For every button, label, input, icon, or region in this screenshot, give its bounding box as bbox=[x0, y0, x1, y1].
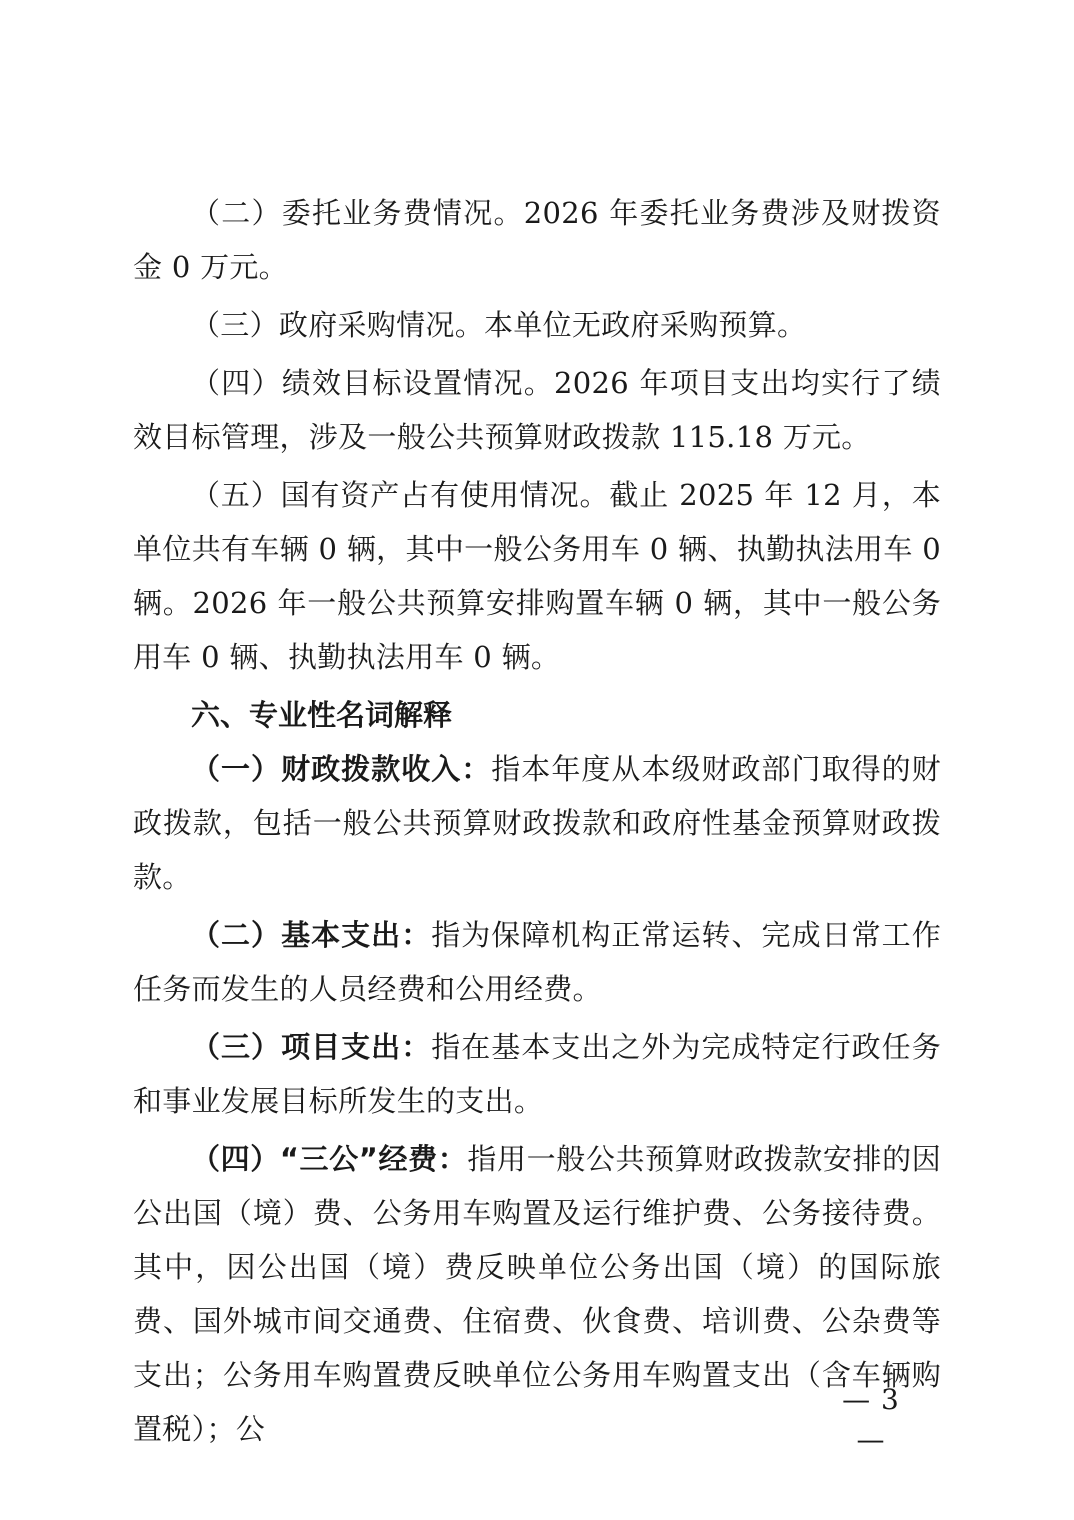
paragraph-state-assets bbox=[133, 468, 941, 684]
paragraph-text: 2026 年项目支出均实行了绩效目标管理，涉及一般公共预算财政拨款 115.18 万元。 bbox=[133, 366, 941, 454]
paragraph-government-procurement bbox=[133, 298, 941, 352]
definition-project-expenditure bbox=[133, 1020, 941, 1128]
definition-basic-expenditure bbox=[133, 908, 941, 1016]
definition-text: 指为保障机构正常运转、完成日常工作任务而发生的人员经费和公用经费。 bbox=[133, 918, 941, 1006]
section-heading: 六、专业性名词解释 bbox=[191, 698, 453, 732]
document-body bbox=[133, 186, 941, 1456]
paragraph-text: 2026 年委托业务费涉及财拨资金 0 万元。 bbox=[133, 196, 941, 284]
definition-text: 指本年度从本级财政部门取得的财政拨款，包括一般公共预算财政拨款和政府性基金预算财政拨款。 bbox=[133, 752, 941, 894]
paragraph-entrusted-business-fee bbox=[133, 186, 941, 294]
paragraph-text: 截止 2025 年 12 月，本单位共有车辆 0 辆，其中一般公务用车 0 辆、执勤执法用车 0 辆。2026 年一般公共预算安排购置车辆 0 辆，其中一般公务用车 0 辆、执勤执法用车 0 辆。 bbox=[133, 478, 941, 674]
definition-term: （二）基本支出： bbox=[191, 918, 432, 952]
definition-term: （一）财政拨款收入： bbox=[191, 752, 492, 786]
paragraph-text: 本单位无政府采购预算。 bbox=[484, 308, 807, 342]
paragraph-lead: （五）国有资产占有使用情况。 bbox=[191, 478, 610, 512]
definition-term: （三）项目支出： bbox=[191, 1030, 432, 1064]
definition-term: （四）“三公”经费： bbox=[191, 1142, 468, 1176]
paragraph-lead: （三）政府采购情况。 bbox=[191, 308, 485, 342]
paragraph-performance-targets bbox=[133, 356, 941, 464]
definition-text: 指用一般公共预算财政拨款安排的因公出国（境）费、公务用车购置及运行维护费、公务接待费。其中，因公出国（境）费反映单位公务出国（境）的国际旅费、国外城市间交通费、住宿费、伙食费、培训费、公杂费等支出；公务用车购置费反映单位公务用车购置支出（含车辆购置税）；公 bbox=[133, 1142, 941, 1446]
definition-fiscal-appropriation-income bbox=[133, 742, 941, 904]
definition-three-public-expenses bbox=[133, 1132, 941, 1456]
paragraph-lead: （四）绩效目标设置情况。 bbox=[191, 366, 554, 400]
page-number: — 3 — bbox=[842, 1383, 900, 1456]
definition-text: 指在基本支出之外为完成特定行政任务和事业发展目标所发生的支出。 bbox=[133, 1030, 941, 1118]
paragraph-lead: （二）委托业务费情况。 bbox=[191, 196, 524, 230]
